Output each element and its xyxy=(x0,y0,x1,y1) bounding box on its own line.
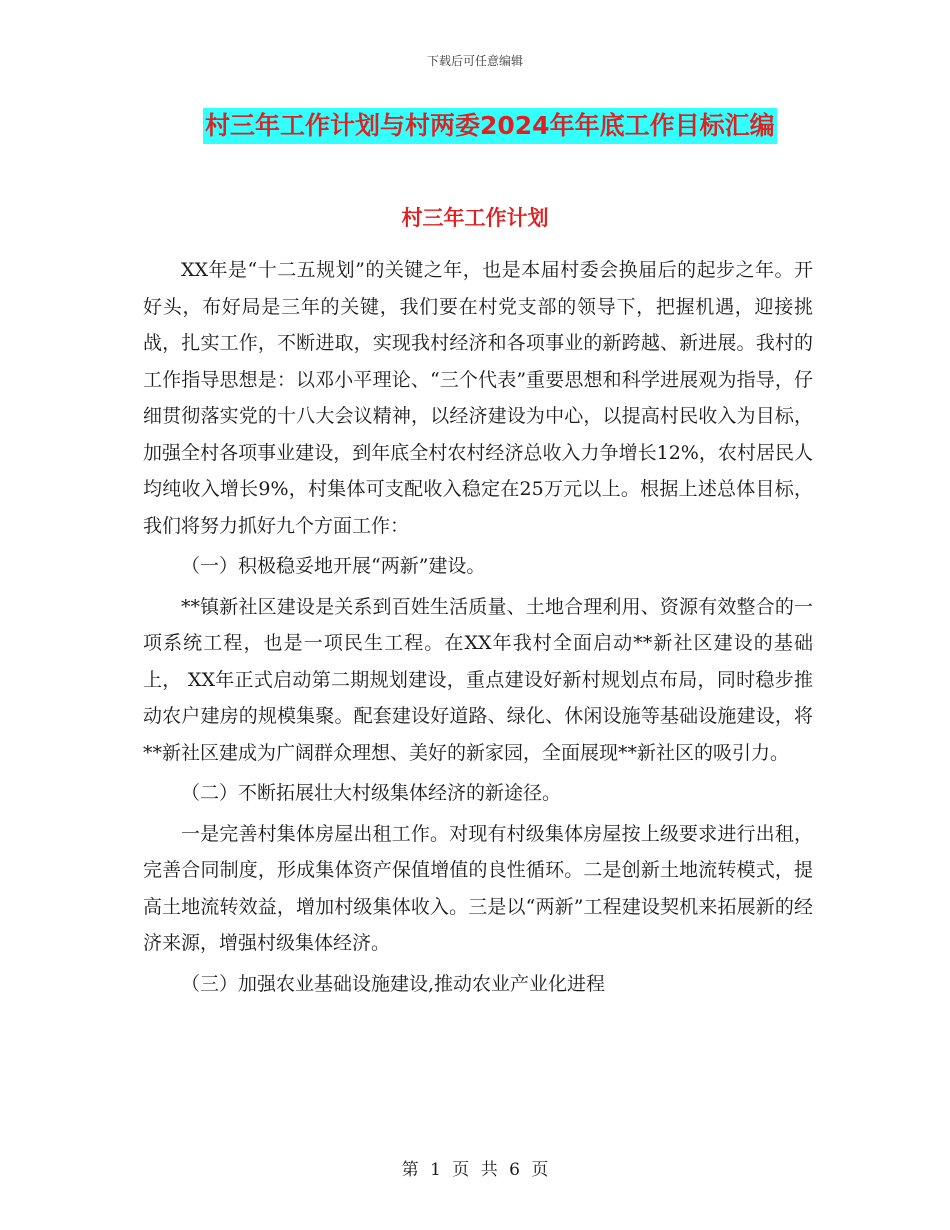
section-title: 村三年工作计划 xyxy=(401,206,549,230)
header-note: 下载后可任意编辑 xyxy=(426,54,523,68)
page-number: 第 1 页 共 6 页 xyxy=(401,1160,549,1180)
paragraph-item-1: **镇新社区建设是关系到百姓生活质量、土地合理利用、资源有效整合的一项系统工程，也是一项民生工程。在XX年我村全面启动**新社区建设的基础上， XX年正式启动第二期规划建设，重点建设好新村规划点布局，同时稳步推动农户建房的规模集聚。配套建设好道路、绿化、休闲设施等基础设施建设，将**新社区建成为广阔群众理想、美好的新家园，全面展现**新社区的吸引力。 xyxy=(143,595,813,764)
document-title: 村三年工作计划与村两委2024年年底工作目标汇编 xyxy=(203,108,777,144)
heading-item-1: （一）积极稳妥地开展“两新”建设。 xyxy=(181,555,486,577)
heading-item-2: （二）不断拓展壮大村级集体经济的新途径。 xyxy=(181,782,562,804)
paragraph-item-2: 一是完善村集体房屋出租工作。对现有村级集体房屋按上级要求进行出租，完善合同制度，形成集体资产保值增值的良性循环。二是创新土地流转模式，提高土地流转效益，增加村级集体收入。三是以“两新”工程建设契机来拓展新的经济来源，增强村级集体经济。 xyxy=(143,822,813,954)
document-body xyxy=(143,252,813,1002)
heading-item-3: （三）加强农业基础设施建设,推动农业产业化进程 xyxy=(181,972,606,995)
paragraph-intro: XX年是“十二五规划”的关键之年，也是本届村委会换届后的起步之年。开好头，布好局是三年的关键，我们要在村党支部的领导下，把握机遇，迎接挑战，扎实工作，不断进取，实现我村经济和各项事业的新跨越、新进展。我村的工作指导思想是：以邓小平理论、“三个代表”重要思想和科学进展观为指导，仔细贯彻落实党的十八大会议精神，以经济建设为中心，以提高村民收入为目标，加强全村各项事业建设，到年底全村农村经济总收入力争增长12%，农村居民人均纯收入增长9%，村集体可支配收入稳定在25万元以上。根据上述总体目标，我们将努力抓好九个方面工作： xyxy=(143,259,813,537)
